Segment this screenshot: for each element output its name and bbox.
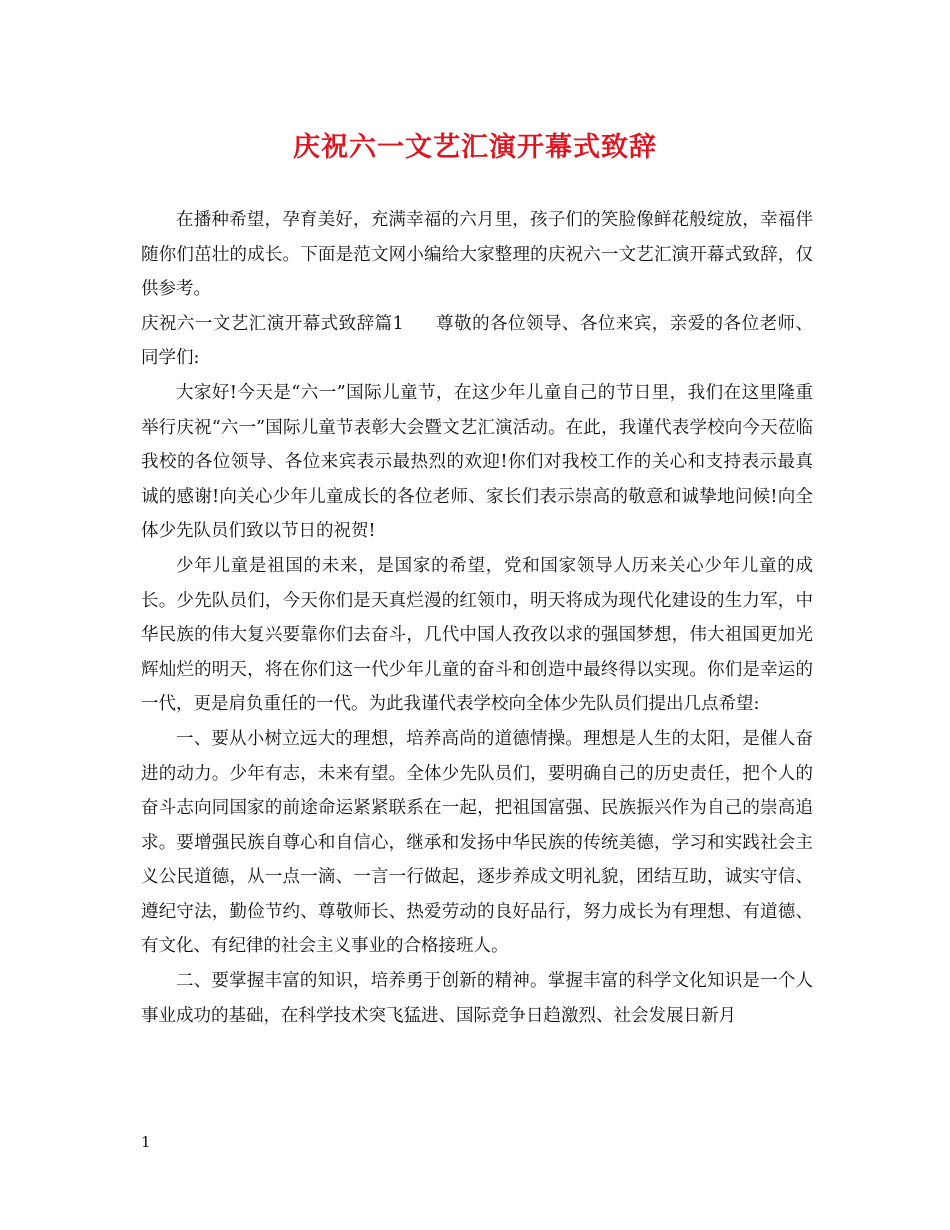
body-paragraph: 一、要从小树立远大的理想，培养高尚的道德情操。理想是人生的太阳，是催人奋进的动力。少年有志，未来有望。全体少先队员们，要明确自己的历史责任，把个人的奋斗志向同国家的前途命运紧紧联系在一起，把祖国富强、民族振兴作为自己的崇高追求。要增强民族自尊心和自信心，继承和发扬中华民族的传统美德，学习和实践社会主义公民道德，从一点一滴、一言一行做起，逐步养成文明礼貌，团结互助，诚实守信、遵纪守法，勤俭节约、尊敬师长、热爱劳动的良好品行，努力成长为有理想、有道德、有文化、有纪律的社会主义事业的合格接班人。 [141,728,813,957]
body-paragraph: 二、要掌握丰富的知识，培养勇于创新的精神。掌握丰富的科学文化知识是一个人事业成功的基础，在科学技术突飞猛进、国际竞争日趋激烈、社会发展日新月 [141,971,813,1026]
document-title: 庆祝六一文艺汇演开幕式致辞 [293,132,657,163]
body-paragraph: 大家好!今天是“六一”国际儿童节，在这少年儿童自己的节日里，我们在这里隆重举行庆祝“六一”国际儿童节表彰大会暨文艺汇演活动。在此，我谨代表学校向今天莅临我校的各位领导、各位来宾表示最热烈的欢迎!你们对我校工作的关心和支持表示最真诚的感谢!向关心少年儿童成长的各位老师、家长们表示崇高的敬意和诚挚地问候!向全体少先队员们致以节日的祝贺! [141,382,813,542]
intro-paragraph: 在播种希望，孕育美好，充满幸福的六月里，孩子们的笑脸像鲜花般绽放，幸福伴随你们茁壮的成长。下面是范文网小编给大家整理的庆祝六一文艺汇演开幕式致辞，仅供参考。 [141,210,813,300]
body-paragraph: 少年儿童是祖国的未来，是国家的希望，党和国家领导人历来关心少年儿童的成长。少先队员们，今天你们是天真烂漫的红领巾，明天将成为现代化建设的生力军，中华民族的伟大复兴要靠你们去奋斗，几代中国人孜孜以求的强国梦想，伟大祖国更加光辉灿烂的明天，将在你们这一代少年儿童的奋斗和创造中最终得以实现。你们是幸运的一代，更是肩负重任的一代。为此我谨代表学校向全体少先队员们提出几点希望: [141,555,813,715]
section-heading: 庆祝六一文艺汇演开幕式致辞篇1 [141,313,404,334]
document-body [141,203,813,1033]
section-heading-line [141,307,813,376]
salutation: 尊敬的各位领导、各位来宾，亲爱的各位老师、同学们: [141,313,814,369]
page-number: 1 [141,1133,151,1151]
